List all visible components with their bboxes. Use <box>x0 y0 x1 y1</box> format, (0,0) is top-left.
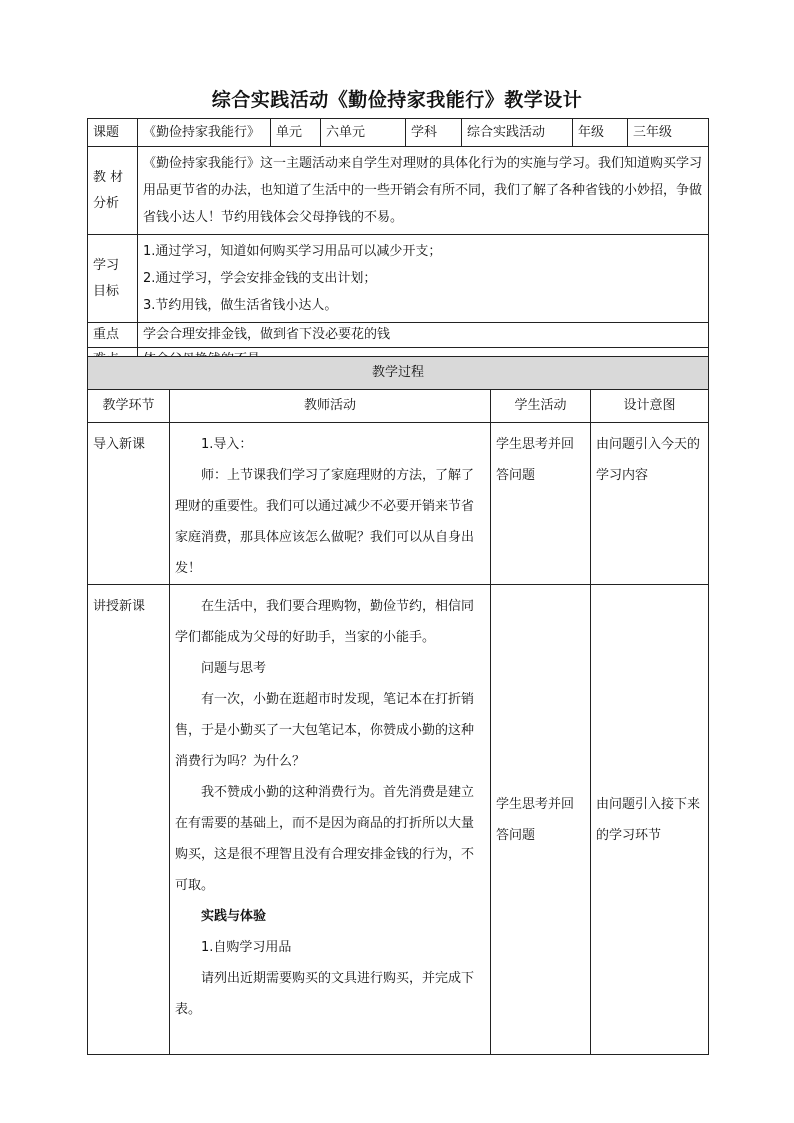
process-title-row <box>88 357 709 390</box>
teaching-process-table <box>87 356 709 1055</box>
grade-value: 三年级 <box>628 119 709 147</box>
teacher-subheading: 实践与体验 <box>201 909 267 924</box>
student-activity-cell: 学生思考并回答问题 <box>491 585 591 1055</box>
goal-item: 2.通过学习，学会安排金钱的支出计划； <box>143 271 377 286</box>
unit-value: 六单元 <box>321 119 406 147</box>
header-teacher: 教师活动 <box>170 390 491 423</box>
stage-cell: 导入新课 <box>88 423 170 585</box>
teacher-paragraph: 1.导入： <box>201 437 253 452</box>
teacher-paragraph: 问题与思考 <box>201 661 267 676</box>
goals-label <box>88 235 138 323</box>
teacher-paragraph: 1.自购学习用品 <box>201 940 292 955</box>
goals-label-line-2: 目标 <box>93 283 120 299</box>
goals-label-line-1: 学习 <box>93 257 120 273</box>
focus-label: 重点 <box>88 323 138 348</box>
teacher-paragraph: 有一次，小勤在逛超市时发现，笔记本在打折销售，于是小勤买了一大包笔记本，你赞成小勤的这种消费行为吗？为什么？ <box>175 692 475 769</box>
teacher-paragraph: 师：上节课我们学习了家庭理财的方法，了解了理财的重要性。我们可以通过减少不必要开销来节省家庭消费，那具体应该怎么做呢？我们可以从自身出发！ <box>175 468 475 576</box>
header-stage: 教学环节 <box>88 390 170 423</box>
student-activity-cell: 学生思考并回答问题 <box>491 423 591 585</box>
teacher-paragraph: 我不赞成小勤的这种消费行为。首先消费是建立在有需要的基础上，而不是因为商品的打折所以大量购买，这是很不理智且没有合理安排金钱的行为，不可取。 <box>175 785 475 893</box>
analysis-label-line-1: 教 材 <box>93 169 124 185</box>
info-row-basic <box>88 119 709 147</box>
subject-value: 综合实践活动 <box>462 119 573 147</box>
goals-list <box>138 235 709 323</box>
unit-label: 单元 <box>271 119 321 147</box>
analysis-text: 《勤俭持家我能行》这一主题活动来自学生对理财的具体化行为的实施与学习。我们知道购买学习用品更节省的办法，也知道了生活中的一些开销会有所不同，我们了解了各种省钱的小妙招，争做省钱小达人！节约用钱体会父母挣钱的不易。 <box>138 147 709 235</box>
info-row-goals <box>88 235 709 323</box>
course-label: 课题 <box>88 119 138 147</box>
teacher-paragraph: 在生活中，我们要合理购物，勤俭节约，相信同学们都能成为父母的好助手，当家的小能手。 <box>175 599 475 645</box>
info-row-analysis <box>88 147 709 235</box>
goal-item: 1.通过学习，知道如何购买学习用品可以减少开支； <box>143 244 442 259</box>
goal-item: 3.节约用钱，做生活省钱小达人。 <box>143 298 338 313</box>
focus-text: 学会合理安排金钱，做到省下没必要花的钱 <box>138 323 709 348</box>
stage-cell: 讲授新课 <box>88 585 170 1055</box>
document-title: 综合实践活动《勤俭持家我能行》教学设计 <box>211 89 583 111</box>
header-student: 学生活动 <box>491 390 591 423</box>
header-intent: 设计意图 <box>591 390 709 423</box>
subject-label: 学科 <box>406 119 462 147</box>
design-intent-cell: 由问题引入接下来的学习环节 <box>591 585 709 1055</box>
teacher-activity-cell <box>170 585 491 1055</box>
course-value: 《勤俭持家我能行》 <box>138 119 271 147</box>
process-title: 教学过程 <box>88 357 709 390</box>
process-row-intro <box>88 423 709 585</box>
analysis-label <box>88 147 138 235</box>
lesson-info-table <box>87 118 709 373</box>
grade-label: 年级 <box>573 119 628 147</box>
analysis-label-line-2: 分析 <box>93 195 120 211</box>
process-header-row <box>88 390 709 423</box>
teacher-activity-cell <box>170 423 491 585</box>
process-row-lecture <box>88 585 709 1055</box>
teacher-paragraph: 请列出近期需要购买的文具进行购买，并完成下表。 <box>175 971 475 1017</box>
design-intent-cell: 由问题引入今天的学习内容 <box>591 423 709 585</box>
info-row-focus <box>88 323 709 348</box>
